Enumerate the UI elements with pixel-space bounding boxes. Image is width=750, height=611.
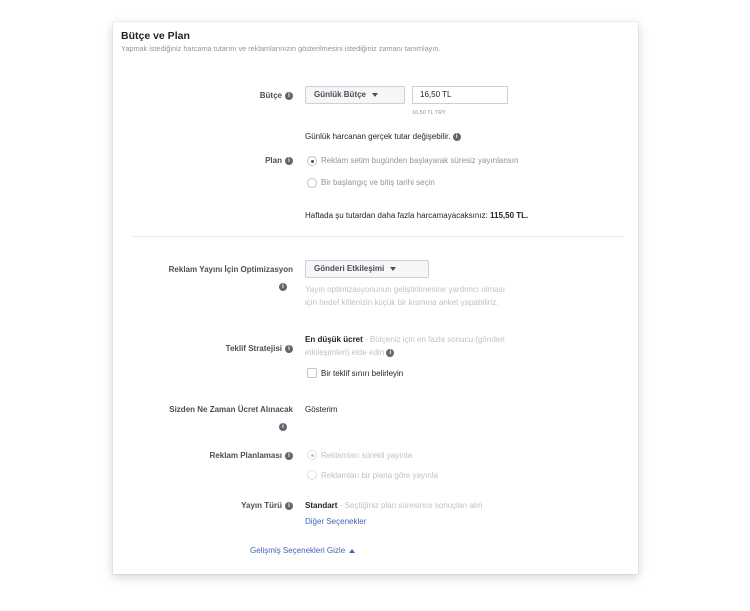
budget-type-value: Günlük Bütçe <box>314 90 367 99</box>
charge-info <box>279 418 287 436</box>
delivery-label: Yayın Türü <box>241 501 282 510</box>
bid-value-line2 <box>305 348 394 357</box>
optimization-dropdown[interactable] <box>305 260 429 278</box>
plan-weekly-amount: 115,50 TL. <box>490 211 529 220</box>
plan-option-continuous-radio[interactable] <box>307 156 317 166</box>
bid-label: Teklif Stratejisi <box>225 344 282 353</box>
section-divider <box>133 236 623 237</box>
plan-weekly-note-row <box>305 211 528 220</box>
info-icon[interactable]: i <box>285 345 293 353</box>
info-icon[interactable]: i <box>279 283 287 291</box>
caret-up-icon <box>349 549 355 553</box>
plan-weekly-note: Haftada şu tutardan daha fazla harcamayacaksınız: <box>305 211 488 220</box>
info-icon[interactable]: i <box>285 157 293 165</box>
budget-type-dropdown[interactable] <box>305 86 405 104</box>
info-icon[interactable]: i <box>285 452 293 460</box>
scheduling-label-row <box>210 451 293 460</box>
info-icon[interactable]: i <box>285 502 293 510</box>
advanced-options-label: Gelişmiş Seçenekleri Gizle <box>250 546 346 555</box>
scheduling-plan-radio[interactable] <box>307 470 317 480</box>
optimization-label: Reklam Yayını İçin Optimizasyon <box>168 265 293 274</box>
bid-label-row <box>226 344 293 353</box>
bid-cap-checkbox[interactable] <box>307 368 317 378</box>
info-icon[interactable]: i <box>453 133 461 141</box>
budget-label: Bütçe <box>259 91 282 100</box>
delivery-label-row <box>241 501 293 510</box>
caret-down-icon <box>372 93 378 97</box>
bid-strategy-desc1: - Bütçeniz için en fazla sonucu (gönderi <box>362 335 505 344</box>
bid-cap-label[interactable]: Bir teklif sınırı belirleyin <box>321 369 404 378</box>
scheduling-continuous-label[interactable]: Reklamları sürekli yayınla <box>321 451 413 460</box>
plan-label-row <box>265 156 293 165</box>
plan-option-dates-radio[interactable] <box>307 178 317 188</box>
budget-amount-input[interactable]: 16,50 TL <box>412 86 508 104</box>
plan-label: Plan <box>265 156 282 165</box>
bid-value-line1 <box>305 335 505 344</box>
charge-label: Sizden Ne Zaman Ücret Alınacak <box>169 405 293 414</box>
caret-down-icon <box>390 267 396 271</box>
info-icon[interactable]: i <box>285 92 293 100</box>
budget-and-schedule-card <box>113 22 638 574</box>
delivery-type: Standart <box>305 501 338 510</box>
section-title: Bütçe ve Plan <box>121 30 190 42</box>
plan-option-continuous-label[interactable]: Reklam setim bugünden başlayarak süresiz yayınlansın <box>321 156 519 165</box>
plan-option-dates-label[interactable]: Bir başlangıç ve bitiş tarihi seçin <box>321 178 435 187</box>
info-icon[interactable]: i <box>386 349 394 357</box>
optimization-help-line2: için hedef kitlenizin küçük bir kısmına anket yapabiliriz. <box>305 298 499 307</box>
section-subtitle: Yapmak istediğiniz harcama tutarını ve reklamlarınızın gösterilmesini istediğiniz zamanı tanımlayın. <box>121 44 441 53</box>
delivery-more-options-link[interactable]: Diğer Seçenekler <box>305 517 367 526</box>
bid-strategy-desc2: etkileşimleri) elde edin <box>305 348 385 357</box>
delivery-value-row <box>305 501 482 510</box>
budget-label-row <box>260 91 293 100</box>
delivery-desc: - Seçtiğiniz plan süresince sonuçları alın <box>337 501 483 510</box>
advanced-options-toggle[interactable] <box>250 546 355 555</box>
optimization-value: Gönderi Etkileşimi <box>314 264 385 273</box>
info-icon[interactable]: i <box>279 423 287 431</box>
budget-daily-note-row <box>305 132 461 141</box>
optimization-info <box>279 278 287 296</box>
bid-strategy-name: En düşük ücret <box>305 335 363 344</box>
scheduling-label: Reklam Planlaması <box>209 451 282 460</box>
scheduling-plan-label[interactable]: Reklamları bir plana göre yayınla <box>321 471 438 480</box>
charge-value: Gösterim <box>305 405 338 414</box>
optimization-help-line1: Yayın optimizasyonunun geliştirilmesine yardımcı olması <box>305 285 505 294</box>
budget-daily-note: Günlük harcanan gerçek tutar değişebilir. <box>305 132 451 141</box>
scheduling-continuous-radio[interactable] <box>307 450 317 460</box>
budget-currency-note: 16,50 TL TRY <box>412 110 446 116</box>
